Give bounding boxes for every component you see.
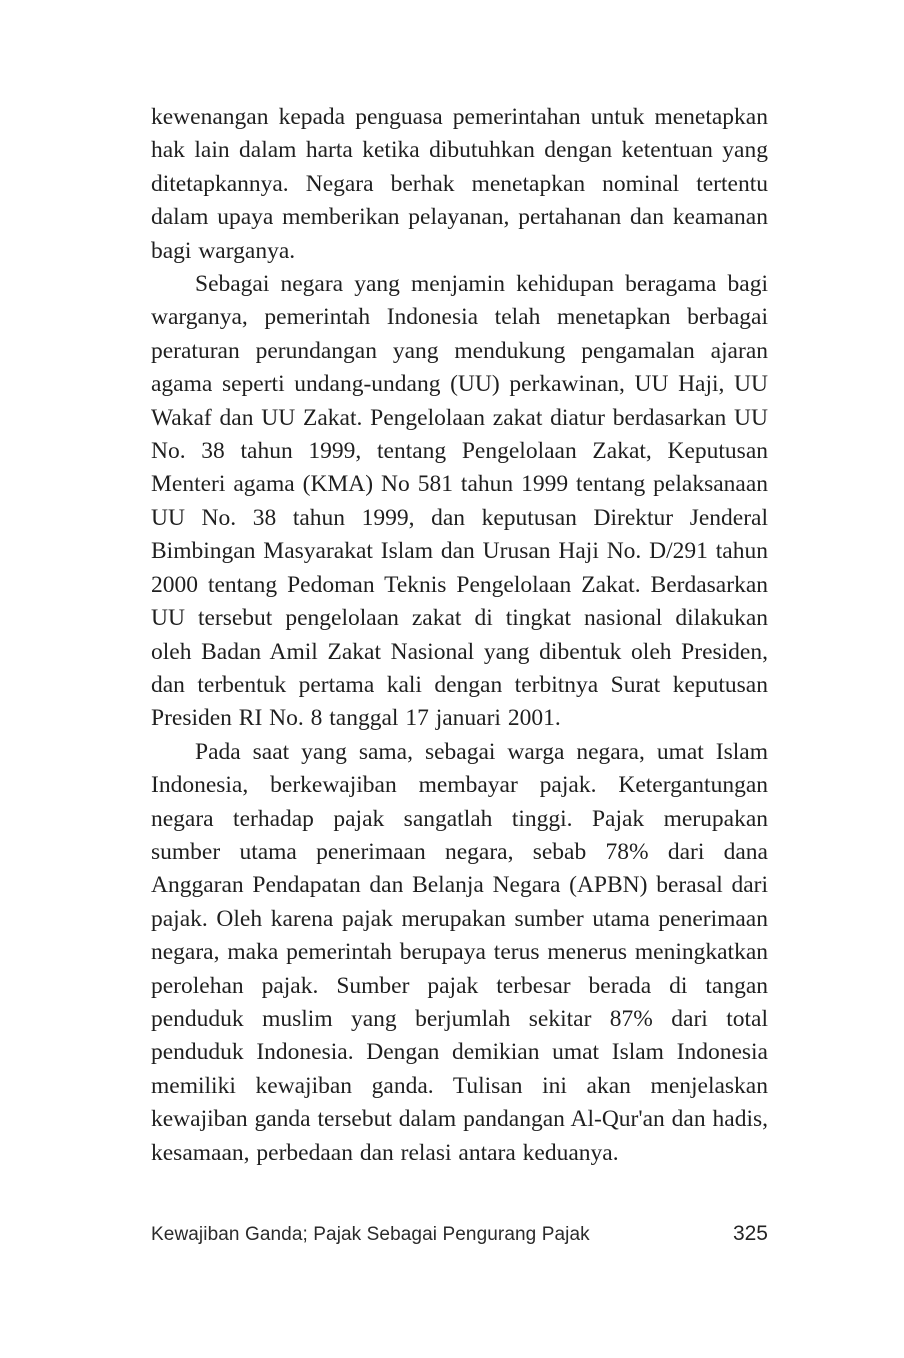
body-paragraph-2: Sebagai negara yang menjamin kehidupan beragama bagi warganya, pemerintah Indonesia telah menetapkan berbagai peraturan perundangan yang mendukung pengamalan ajaran agama seperti undang-undang (UU) perkawinan, UU Haji, UU Wakaf dan UU Zakat. Pengelolaan zakat diatur berdasarkan UU No. 38 tahun 1999, tentang Pengelolaan Zakat, Keputusan Menteri agama (KMA) No 581 tahun 1999 tentang pelaksanaan UU No. 38 tahun 1999, dan keputusan Direktur Jenderal Bimbingan Masyarakat Islam dan Urusan Haji No. D/291 tahun 2000 tentang Pedoman Teknis Pengelolaan Zakat. Berdasarkan UU tersebut pengelolaan zakat di tingkat nasional dilakukan oleh Badan Amil Zakat Nasional yang dibentuk oleh Presiden, dan terbentuk pertama kali dengan terbitnya Surat keputusan Presiden RI No. 8 tanggal 17 januari 2001. [151,271,768,732]
body-paragraph-1: kewenangan kepada penguasa pemerintahan untuk menetapkan hak lain dalam harta ketika dibutuhkan dengan ketentuan yang ditetapkannya. Negara berhak menetapkan nominal tertentu dalam upaya memberikan pelayanan, pertahanan dan keamanan bagi warganya. [151,104,768,264]
body-paragraph-3: Pada saat yang sama, sebagai warga negara, umat Islam Indonesia, berkewajiban membayar pajak. Ketergantungan negara terhadap pajak sangatlah tinggi. Pajak merupakan sumber utama penerimaan negara, sebab 78% dari dana Anggaran Pendapatan dan Belanja Negara (APBN) berasal dari pajak. Oleh karena pajak merupakan sumber utama penerimaan negara, maka pemerintah berupaya terus menerus meningkatkan perolehan pajak. Sumber pajak terbesar berada di tangan penduduk muslim yang berjumlah sekitar 87% dari total penduduk Indonesia. Dengan demikian umat Islam Indonesia memiliki kewajiban ganda. Tulisan ini akan menjelaskan kewajiban ganda tersebut dalam pandangan Al-Qur'an dan hadis, kesamaan, perbedaan dan relasi antara keduanya. [151,738,768,1166]
footer-running-title: Kewajiban Ganda; Pajak Sebagai Pengurang Pajak [151,1224,590,1245]
page-number: 325 [732,1222,768,1245]
body-text [151,101,768,1170]
page-footer [151,1222,768,1246]
